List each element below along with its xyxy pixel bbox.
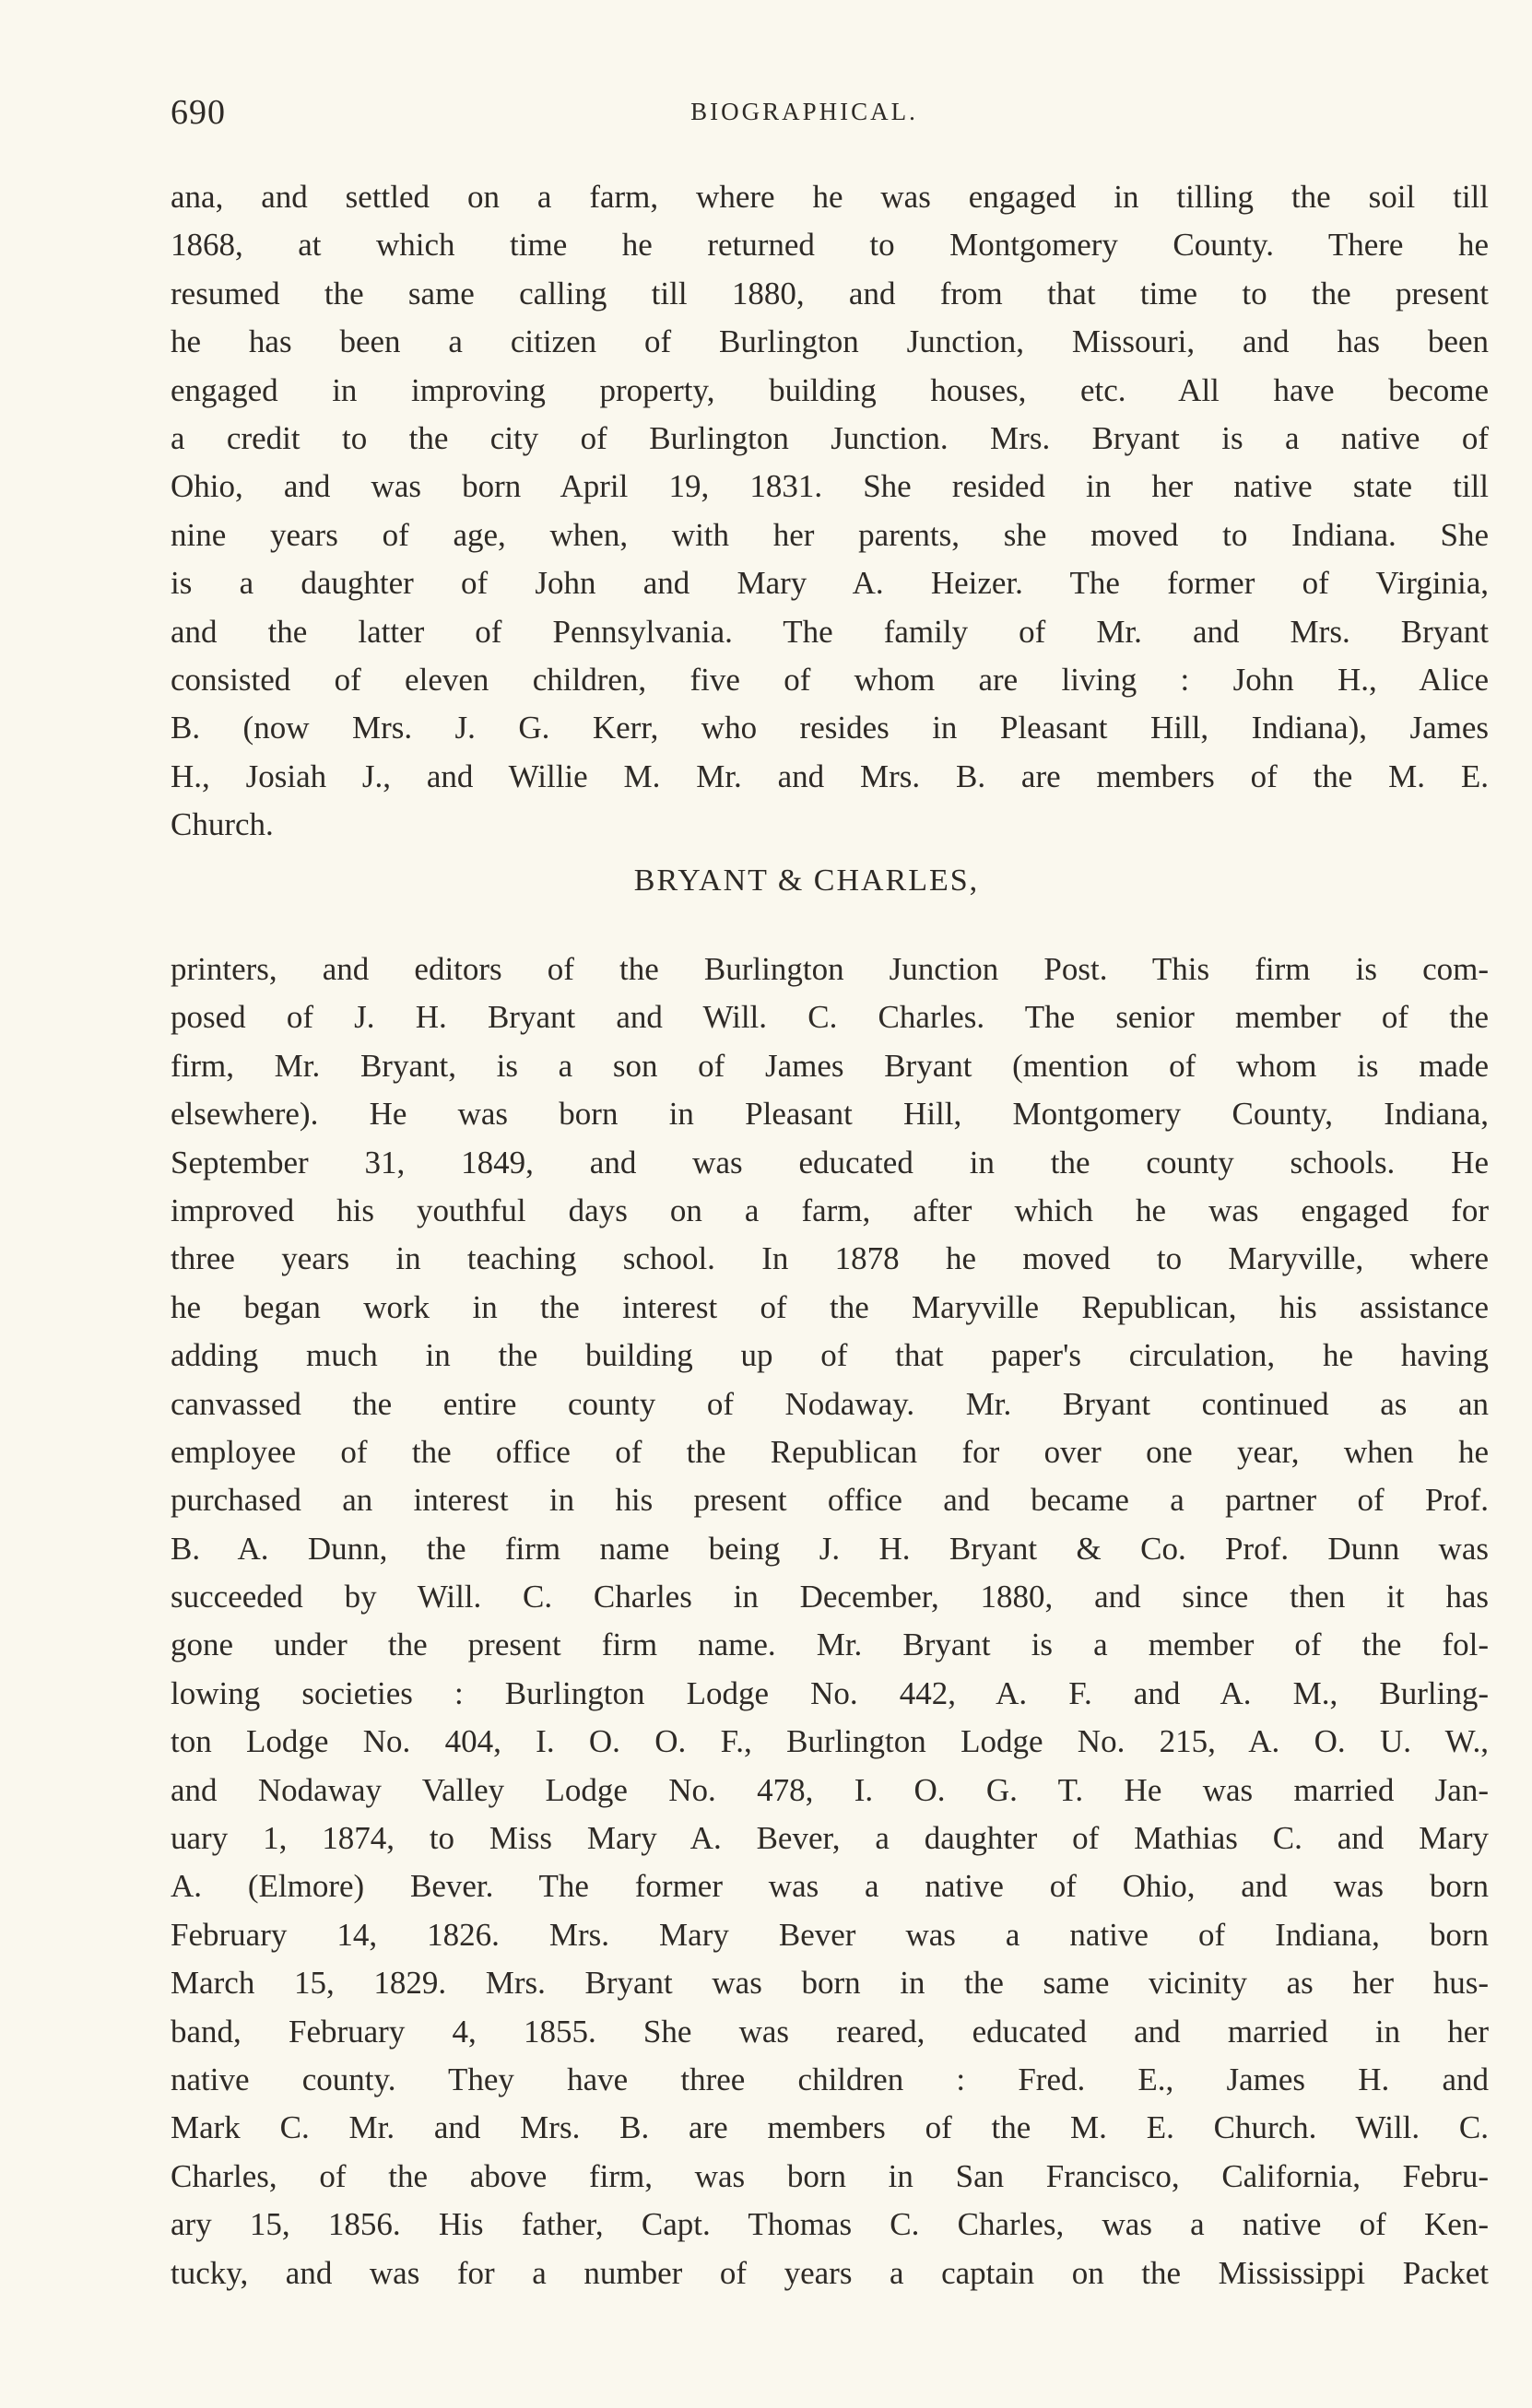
text-line: gone under the present firm name. Mr. Bryant is a member of the fol-	[171, 1627, 1489, 1663]
text-line: he has been a citizen of Burlington Junction, Missouri, and has been	[171, 323, 1489, 360]
second-paragraph	[171, 946, 1489, 2297]
text-line: March 15, 1829. Mrs. Bryant was born in the same vicinity as her hus-	[171, 1965, 1489, 2002]
first-paragraph	[171, 173, 1489, 849]
text-line: ary 15, 1856. His father, Capt. Thomas C. Charles, was a native of Ken-	[171, 2206, 1489, 2243]
text-line: Ohio, and was born April 19, 1831. She resided in her native state till	[171, 468, 1489, 505]
text-line: native county. They have three children : Fred. E., James H. and	[171, 2061, 1489, 2097]
text-line: succeeded by Will. C. Charles in December, 1880, and since then it has	[171, 1579, 1489, 1615]
text-line: band, February 4, 1855. She was reared, educated and married in her	[171, 2013, 1489, 2050]
running-title: BIOGRAPHICAL.	[690, 98, 918, 125]
text-line: elsewhere). He was born in Pleasant Hill, Montgomery County, Indiana,	[171, 1096, 1489, 1133]
text-line: nine years of age, when, with her parents, she moved to Indiana. She	[171, 516, 1489, 553]
text-line: employee of the office of the Republican for over one year, when he	[171, 1433, 1489, 1470]
text-line: purchased an interest in his present office and became a partner of Prof.	[171, 1482, 1489, 1519]
text-line: Mark C. Mr. and Mrs. B. are members of the M. E. Church. Will. C.	[171, 2109, 1489, 2146]
text-line: lowing societies : Burlington Lodge No. 442, A. F. and A. M., Burling-	[171, 1674, 1489, 1711]
text-line: ana, and settled on a farm, where he was engaged in tilling the soil till	[171, 179, 1489, 215]
text-line: adding much in the building up of that paper's circulation, he having	[171, 1337, 1489, 1374]
text-line: Charles, of the above firm, was born in San Francisco, California, Febru-	[171, 2157, 1489, 2194]
running-head	[171, 92, 1489, 138]
text-line: firm, Mr. Bryant, is a son of James Bryant (mention of whom is made	[171, 1047, 1489, 1084]
text-line: H., Josiah J., and Willie M. Mr. and Mrs. B. are members of the M. E.	[171, 758, 1489, 794]
text-line: 1868, at which time he returned to Montgomery County. There he	[171, 227, 1489, 264]
text-line: Church.	[171, 806, 274, 843]
text-line: B. (now Mrs. J. G. Kerr, who resides in Pleasant Hill, Indiana), James	[171, 710, 1489, 746]
text-line: and Nodaway Valley Lodge No. 478, I. O. G. T. He was married Jan-	[171, 1771, 1489, 1808]
text-line: he began work in the interest of the Maryville Republican, his assistance	[171, 1288, 1489, 1325]
text-line: is a daughter of John and Mary A. Heizer. The former of Virginia,	[171, 565, 1489, 602]
text-line: a credit to the city of Burlington Junction. Mrs. Bryant is a native of	[171, 419, 1489, 456]
text-line: three years in teaching school. In 1878 he moved to Maryville, where	[171, 1240, 1489, 1277]
text-line: posed of J. H. Bryant and Will. C. Charles. The senior member of the	[171, 999, 1489, 1036]
section-heading: BRYANT & CHARLES,	[633, 863, 980, 898]
text-line: February 14, 1826. Mrs. Mary Bever was a native of Indiana, born	[171, 1916, 1489, 1953]
text-line: consisted of eleven children, five of whom are living : John H., Alice	[171, 661, 1489, 698]
text-line: A. (Elmore) Bever. The former was a native of Ohio, and was born	[171, 1868, 1489, 1905]
text-line: engaged in improving property, building houses, etc. All have become	[171, 371, 1489, 408]
text-line: tucky, and was for a number of years a captain on the Mississippi Packet	[171, 2254, 1489, 2291]
text-line: ton Lodge No. 404, I. O. O. F., Burlington Lodge No. 215, A. O. U. W.,	[171, 1723, 1489, 1760]
text-line: September 31, 1849, and was educated in the county schools. He	[171, 1144, 1489, 1181]
text-line: canvassed the entire county of Nodaway. Mr. Bryant continued as an	[171, 1385, 1489, 1422]
page-number: 690	[171, 93, 226, 132]
text-line: printers, and editors of the Burlington Junction Post. This firm is com-	[171, 951, 1489, 987]
text-line: resumed the same calling till 1880, and from that time to the present	[171, 275, 1489, 311]
text-line: uary 1, 1874, to Miss Mary A. Bever, a daughter of Mathias C. and Mary	[171, 1820, 1489, 1857]
text-line: B. A. Dunn, the firm name being J. H. Bryant & Co. Prof. Dunn was	[171, 1530, 1489, 1567]
text-line: improved his youthful days on a farm, after which he was engaged for	[171, 1192, 1489, 1228]
text-line: and the latter of Pennsylvania. The family of Mr. and Mrs. Bryant	[171, 613, 1489, 650]
